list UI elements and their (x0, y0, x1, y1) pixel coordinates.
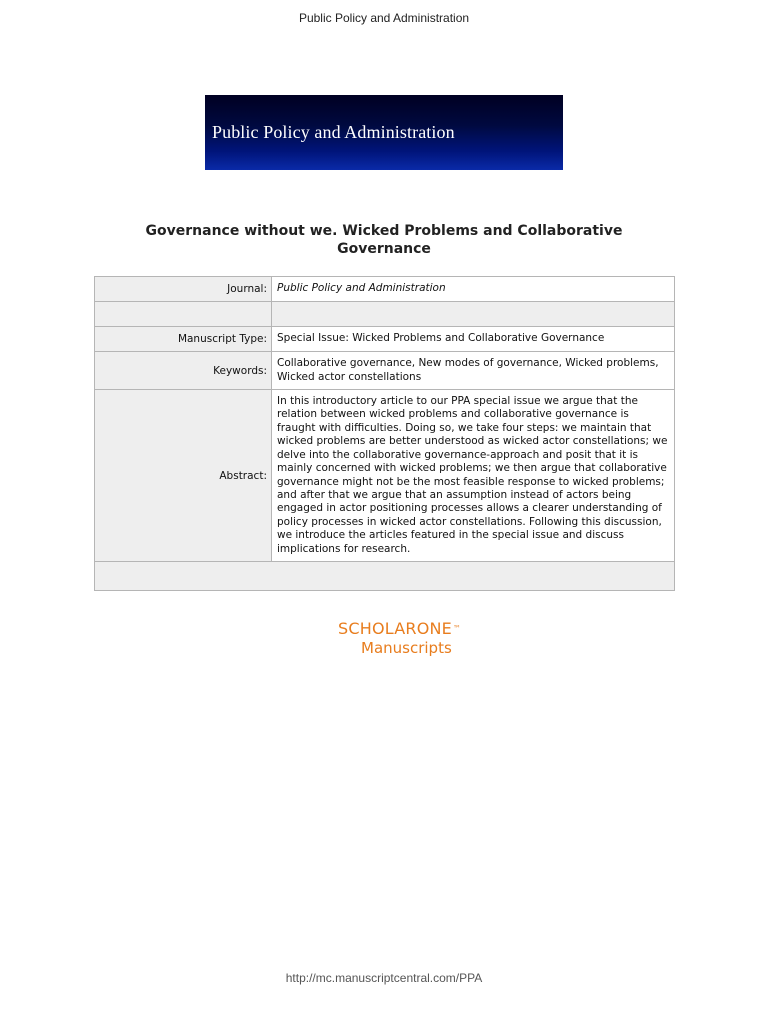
logo-subtitle: Manuscripts (361, 639, 452, 657)
logo-word-one: ONE (416, 619, 452, 638)
empty-label-cell (95, 302, 272, 327)
trademark-symbol: ™ (452, 624, 462, 633)
paper-title: Governance without we. Wicked Problems and Collaborative Governance (145, 223, 623, 257)
keywords-label: Keywords: (95, 352, 272, 390)
manuscript-type-label: Manuscript Type: (95, 327, 272, 352)
footer-url: http://mc.manuscriptcentral.com/PPA (285, 971, 483, 985)
journal-row (95, 277, 675, 302)
manuscript-type-value: Special Issue: Wicked Problems and Collaborative Governance (272, 327, 675, 352)
manuscript-type-row (95, 327, 675, 352)
scholarone-wordmark (338, 620, 461, 638)
running-header: Public Policy and Administration (298, 11, 470, 25)
journal-banner (205, 95, 563, 170)
manuscript-id-row (95, 302, 675, 327)
journal-label: Journal: (95, 277, 272, 302)
keywords-value: Collaborative governance, New modes of governance, Wicked problems, Wicked actor constellations (272, 352, 675, 390)
abstract-label: Abstract: (95, 390, 272, 562)
logo-word-scholar: SCHOLAR (338, 619, 417, 638)
journal-value: Public Policy and Administration (272, 277, 675, 302)
abstract-value: In this introductory article to our PPA special issue we argue that the relation between wicked problems and collaborative governance is fraught with difficulties. Doing so, we take four steps: we maintain that wicked problems are better understood as wicked actor constellations; we delve into the collaborative governance-approach and posit that it is mainly concerned with wicked problems; we then argue that collaborative governance might not be the most feasible response to wicked problems; and after that we argue that an assumption instead of actors being engaged in actor positioning processes allows a clearer understanding of policy processes in wicked actor constellations. Following this discussion, we introduce the articles featured in the special issue and discuss implications for research. (272, 390, 675, 562)
scholarone-logo (338, 620, 461, 658)
keywords-row (95, 352, 675, 390)
empty-full-cell (95, 562, 675, 591)
manuscript-metadata-table (94, 276, 675, 591)
empty-value-cell (272, 302, 675, 327)
journal-banner-title: Public Policy and Administration (212, 122, 455, 142)
footer-empty-row (95, 562, 675, 591)
abstract-row (95, 390, 675, 562)
